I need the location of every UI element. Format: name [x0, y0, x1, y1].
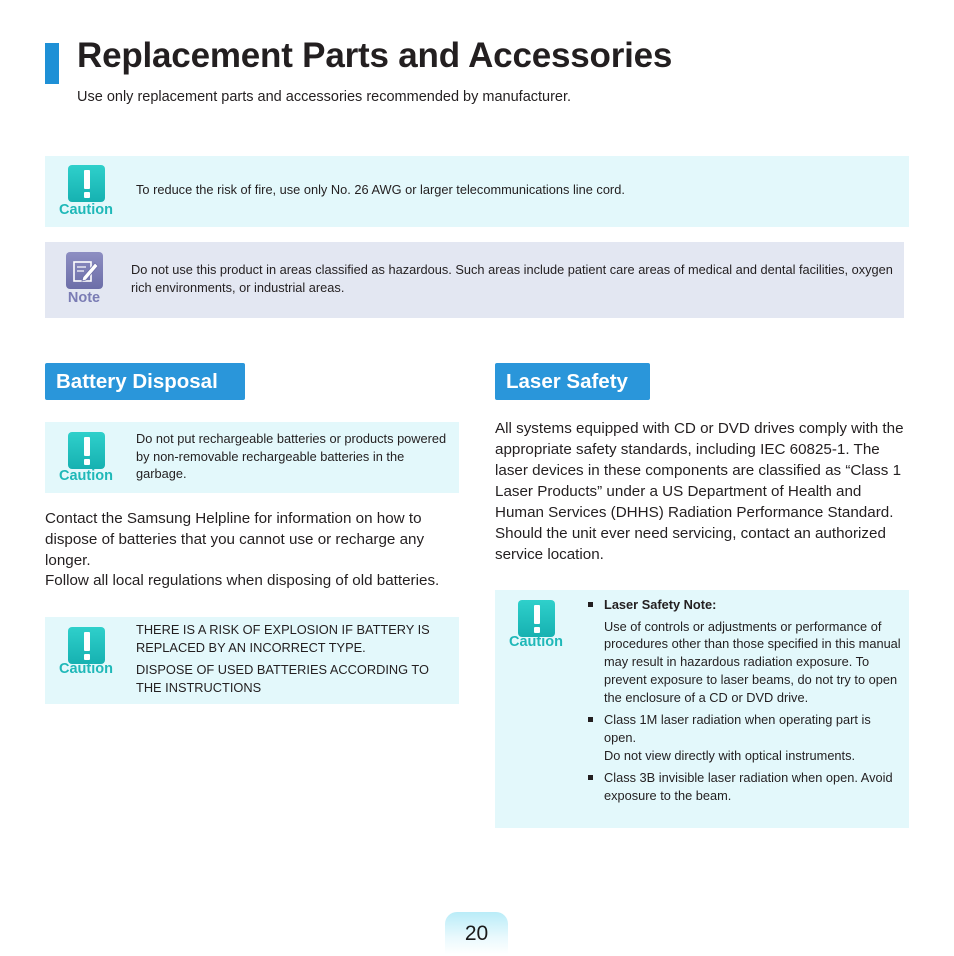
laser-safety-heading: Laser Safety: [495, 363, 650, 400]
caution-icon: [68, 432, 105, 469]
caution-icon: [68, 627, 105, 664]
caution-label: Caution: [59, 202, 113, 218]
caution-box-top: [45, 156, 909, 227]
list-item: [604, 596, 902, 706]
caution-label: Caution: [59, 468, 113, 484]
battery-warning-line2: DISPOSE OF USED BATTERIES ACCORDING TO THE INSTRUCTIONS: [136, 662, 429, 695]
laser-paragraph: All systems equipped with CD or DVD drives comply with the appropriate safety standards, including IEC 60825-1. The laser devices in these components are classified as “Class 1 Laser Products” under a US Department of Health and Human Services (DHHS) Radiation Performance Standard. Should the unit ever need servicing, contact an authorized service location.: [495, 420, 904, 563]
battery-caution-box: [45, 422, 459, 493]
list-item: [604, 711, 902, 764]
battery-warning-box: [45, 617, 459, 704]
note-box-top: [45, 242, 904, 318]
battery-caution-text: Do not put rechargeable batteries or products powered by non-removable rechargeable batteries in the garbage.: [136, 431, 447, 482]
list-item: [604, 769, 902, 804]
laser-bullet-3: Class 3B invisible laser radiation when open. Avoid exposure to the beam.: [604, 770, 893, 804]
page-subtitle: Use only replacement parts and accessories recommended by manufacturer.: [77, 89, 572, 105]
note-pencil-icon: [66, 252, 103, 289]
page-title: Replacement Parts and Accessories: [77, 36, 673, 75]
laser-notes-list: [604, 596, 902, 805]
battery-warning-line1: THERE IS A RISK OF EXPLOSION IF BATTERY IS REPLACED BY AN INCORRECT TYPE.: [136, 622, 430, 655]
caution-text: To reduce the risk of fire, use only No. 26 AWG or larger telecommunications line cord.: [136, 182, 625, 197]
battery-disposal-heading: Battery Disposal: [45, 363, 245, 400]
note-label: Note: [67, 290, 101, 306]
laser-note-title: Laser Safety Note:: [604, 597, 717, 612]
caution-icon: [68, 165, 105, 202]
title-accent-bar: [45, 43, 59, 84]
caution-icon: [518, 600, 555, 637]
caution-label: Caution: [509, 634, 563, 650]
battery-paragraph-1: Contact the Samsung Helpline for information on how to dispose of batteries that you cannot use or recharge any longer.: [45, 510, 425, 569]
laser-note-body: Use of controls or adjustments or performance of procedures other than those specified in this manual may result in hazardous radiation exposure. To prevent exposure to laser beams, do not try to open the enclosure of a CD or DVD drive.: [604, 618, 901, 705]
laser-caution-box: [495, 590, 909, 828]
page-number: 20: [445, 912, 508, 954]
battery-paragraph-2: Follow all local regulations when disposing of old batteries.: [45, 572, 440, 589]
laser-bullet-2b: Do not view directly with optical instruments.: [604, 747, 856, 763]
note-text: Do not use this product in areas classified as hazardous. Such areas include patient care areas of medical and dental facilities, oxygen rich environments, or industrial areas.: [131, 262, 893, 295]
laser-bullet-2a: Class 1M laser radiation when operating part is open.: [604, 712, 871, 745]
caution-label: Caution: [59, 661, 113, 677]
